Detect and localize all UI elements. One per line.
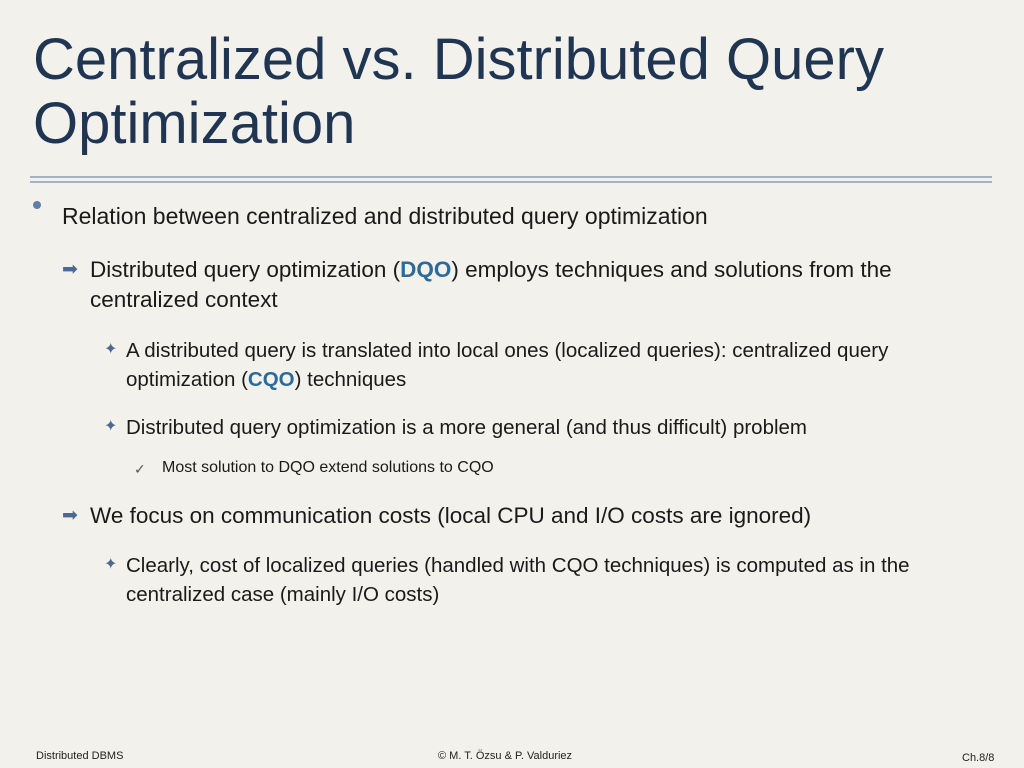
title-divider-bottom — [30, 181, 992, 183]
footer-page-number: Ch.8/8 — [962, 752, 995, 764]
bullet-localized-cost: Clearly, cost of localized queries (handled with CQO techniques) is computed as in the centralized case (mainly I/O costs) — [126, 554, 910, 606]
four-point-star-icon: ✦ — [104, 418, 118, 435]
slide-title: Centralized vs. Distributed Query Optimization — [33, 27, 884, 156]
bullet-dqo-text-post: ) employs techniques and solutions from the centralized context — [90, 257, 892, 312]
bullet-relation: Relation between centralized and distributed query optimization — [62, 203, 708, 229]
acronym-cqo: CQO — [247, 368, 295, 391]
bullet-communication-costs: We focus on communication costs (local CPU and I/O costs are ignored) — [90, 503, 812, 528]
bullet-general-problem: Distributed query optimization is a more general (and thus difficult) problem — [126, 416, 808, 439]
bullet-dqo-text-pre: Distributed query optimization ( — [90, 257, 401, 282]
four-point-star-icon: ✦ — [104, 341, 118, 358]
bullet-dqo-extends-cqo: Most solution to DQO extend solutions to CQO — [162, 459, 494, 476]
bullet-localized-text-post: ) techniques — [294, 368, 407, 391]
four-point-star-icon: ✦ — [104, 556, 118, 573]
bullet-dqo — [90, 255, 990, 315]
acronym-dqo: DQO — [400, 257, 452, 282]
circle-bullet-icon — [33, 201, 41, 209]
bullet-localized — [126, 336, 996, 394]
footer-course: Distributed DBMS — [36, 750, 124, 762]
arrow-right-icon: ➡ — [62, 505, 78, 526]
title-divider-top — [30, 176, 992, 178]
bullet-localized-text-pre: A distributed query is translated into local ones (localized queries): centralized query optimization ( — [126, 339, 889, 391]
footer-copyright: © M. T. Özsu & P. Valduriez — [438, 750, 573, 762]
arrow-right-icon: ➡ — [62, 259, 78, 280]
checkmark-icon: ✓ — [134, 461, 146, 477]
